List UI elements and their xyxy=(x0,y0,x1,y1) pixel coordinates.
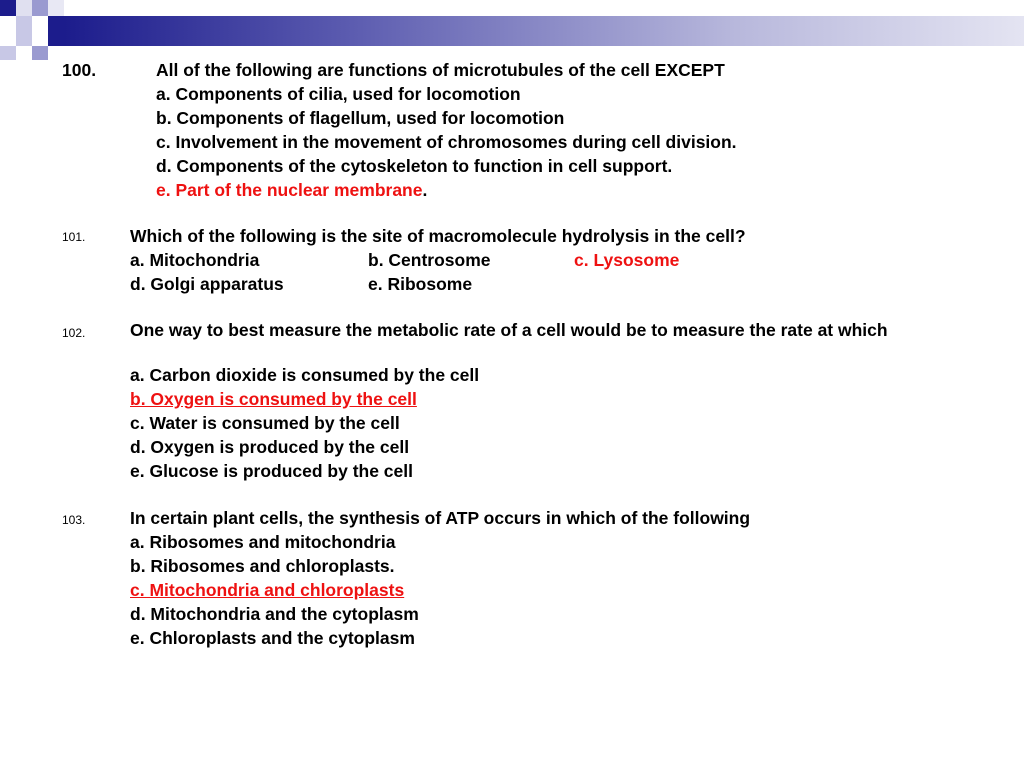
question-text: One way to best measure the metabolic rate of a cell would be to measure the rate at which xyxy=(130,320,888,340)
option-a: a. Mitochondria xyxy=(130,250,260,270)
option-e: e. Ribosome xyxy=(368,274,473,294)
header-gradient-bar xyxy=(64,16,1024,46)
decor-square xyxy=(48,0,64,16)
option-c: c. Involvement in the movement of chromosomes during cell division. xyxy=(156,132,737,152)
decor-square xyxy=(16,0,32,16)
option-c-answer: c. Lysosome xyxy=(574,250,680,270)
decor-square xyxy=(32,16,48,46)
question-number: 103. xyxy=(62,513,86,527)
option-d: d. Mitochondria and the cytoplasm xyxy=(130,604,419,624)
answer-period: . xyxy=(422,180,428,200)
option-d: d. Components of the cytoskeleton to function in cell support. xyxy=(156,156,673,176)
decor-square xyxy=(16,16,32,46)
option-a: a. Components of cilia, used for locomotion xyxy=(156,84,521,104)
option-d: d. Golgi apparatus xyxy=(130,274,284,294)
option-b: b. Centrosome xyxy=(368,250,491,270)
decor-square xyxy=(0,46,16,60)
option-c-answer: c. Mitochondria and chloroplasts xyxy=(130,580,405,600)
option-e-answer xyxy=(156,179,427,201)
question-number: 102. xyxy=(62,326,86,340)
option-a: a. Carbon dioxide is consumed by the cell xyxy=(130,365,480,385)
decor-square xyxy=(0,16,16,46)
decor-square xyxy=(0,0,16,16)
question-number: 100. xyxy=(62,60,97,80)
question-text: All of the following are functions of microtubules of the cell EXCEPT xyxy=(156,60,725,80)
question-text: Which of the following is the site of macromolecule hydrolysis in the cell? xyxy=(130,226,746,246)
option-b: b. Components of flagellum, used for locomotion xyxy=(156,108,565,128)
option-b-answer: b. Oxygen is consumed by the cell xyxy=(130,389,417,409)
option-d: d. Oxygen is produced by the cell xyxy=(130,437,410,457)
decor-square xyxy=(32,0,48,16)
question-text: In certain plant cells, the synthesis of ATP occurs in which of the following xyxy=(130,508,751,528)
question-number: 101. xyxy=(62,230,86,244)
decor-square xyxy=(48,16,64,46)
option-a: a. Ribosomes and mitochondria xyxy=(130,532,396,552)
answer-text: e. Part of the nuclear membrane xyxy=(156,180,423,200)
option-e: e. Chloroplasts and the cytoplasm xyxy=(130,628,415,648)
decor-square xyxy=(32,46,48,60)
option-c: c. Water is consumed by the cell xyxy=(130,413,400,433)
option-b: b. Ribosomes and chloroplasts. xyxy=(130,556,395,576)
option-e: e. Glucose is produced by the cell xyxy=(130,461,413,481)
